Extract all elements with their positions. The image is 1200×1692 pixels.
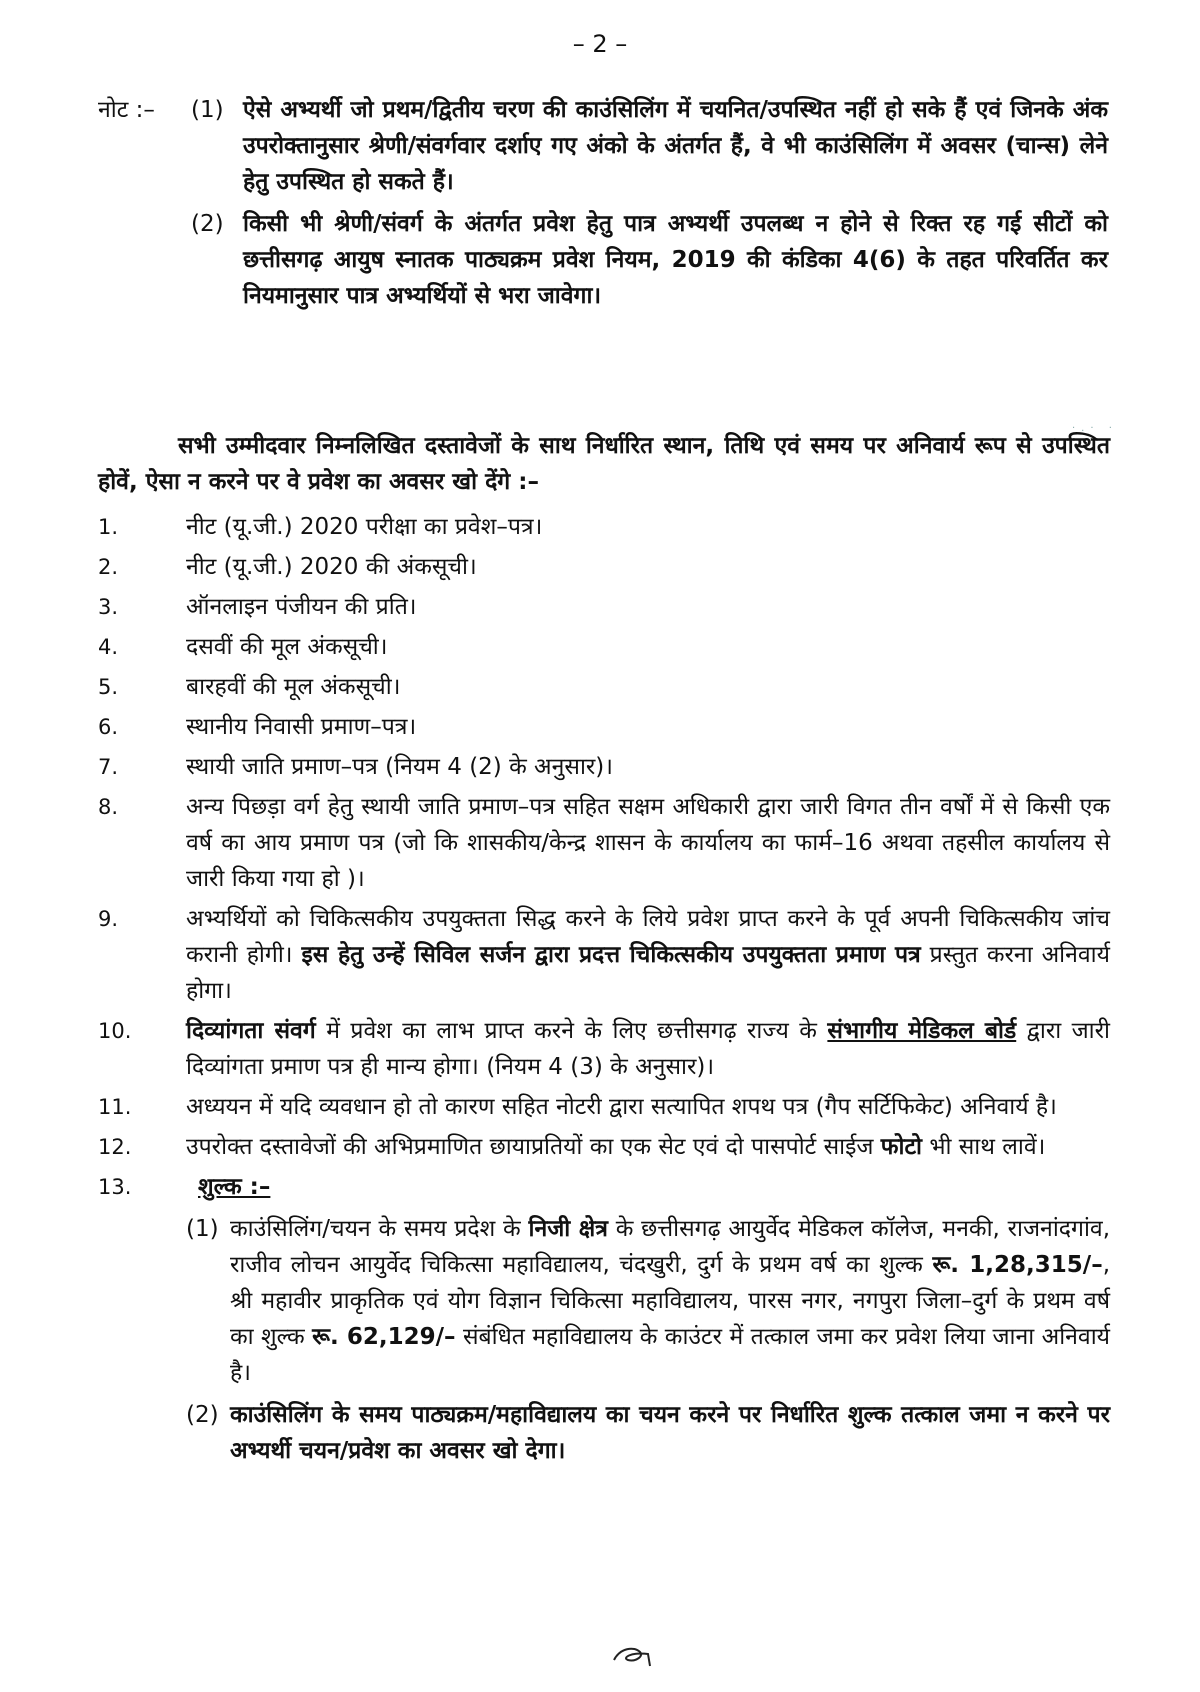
fee-sub-item-text: काउंसिलिंग के समय पाठ्यक्रम/महाविद्यालय का चयन करने पर निर्धारित शुल्क तत्काल जमा न करने पर अभ्यर्थी चयन/प्रवेश का अवसर खो देगा। (230, 1402, 1110, 1464)
list-item (98, 1089, 1110, 1125)
list-item-text: ऑनलाइन पंजीयन की प्रति। (186, 594, 417, 620)
list-item-number: 5. (98, 675, 119, 699)
documents-intro: सभी उम्मीदवार निम्नलिखित दस्तावेजों के साथ निर्धारित स्थान, तिथि एवं समय पर अनिवार्य रूप से उपस्थित होवें, ऐसा न करने पर वे प्रवेश का अवसर खो देंगे :– (98, 433, 1110, 495)
fee-text-3: , श्री महावीर प्राकृतिक एवं योग विज्ञान चिकित्सा महाविद्यालय, पारस नगर, नगपुरा जिला–दुर्ग के प्रथम वर्ष का शुल्क (230, 1252, 1111, 1350)
note-item-number: (2) (191, 211, 224, 237)
list-item-number: 7. (98, 755, 119, 779)
note-item-text: किसी भी श्रेणी/संवर्ग के अंतर्गत प्रवेश हेतु पात्र अभ्यर्थी उपलब्ध न होने से रिक्त रह गई सीटों को छत्तीसगढ़ आयुष स्नातक पाठ्यक्रम प्रवेश नियम, 2019 की कंडिका 4(6) के तहत परिवर्तित कर नियमानुसार पात्र अभ्यर्थियों से भरा जावेगा। (243, 211, 1108, 309)
list-item-text: अन्य पिछड़ा वर्ग हेतु स्थायी जाति प्रमाण–पत्र सहित सक्षम अधिकारी द्वारा जारी विगत तीन वर्षों में से किसी एक वर्ष का आय प्रमाण पत्र (जो कि शासकीय/केन्द्र शासन के कार्यालय का फार्म–16 अथवा तहसील कार्यालय से जारी किया गया हो )। (186, 794, 1110, 892)
list-item-number: 6. (98, 715, 119, 739)
list-item (98, 709, 1110, 745)
list-item-number: 1. (98, 515, 119, 539)
list-item-number: 11. (98, 1095, 132, 1119)
note-item (98, 206, 1108, 314)
list-item-text: बारहवीं की मूल अंकसूची। (186, 674, 401, 700)
fee-amount-2: रू. 62,129/– (312, 1324, 456, 1350)
disability-text-end: द्वारा जारी दिव्यांगता प्रमाण पत्र ही मान्य होगा। (नियम 4 (3) के अनुसार)। (186, 1018, 1110, 1080)
list-item-text: स्थानीय निवासी प्रमाण–पत्र। (186, 714, 417, 740)
list-item (98, 629, 1110, 665)
note-item-text: ऐसे अभ्यर्थी जो प्रथम/द्वितीय चरण की काउंसिलिंग में चयनित/उपस्थित नहीं हो सके हैं एवं जिनके अंक उपरोक्तानुसार श्रेणी/संवर्गवार दर्शाए गए अंको के अंतर्गत हैं, वे भी काउंसिलिंग में अवसर (चान्स) लेने हेतु उपस्थित हो सकते हैं। (243, 97, 1108, 195)
list-item-text (186, 1129, 1110, 1165)
list-item-number: 9. (98, 907, 119, 931)
photo-bold-text: फोटो (880, 1134, 922, 1160)
note-section (98, 92, 1108, 320)
photocopy-text-end: भी साथ लावें। (929, 1134, 1046, 1160)
note-item (98, 92, 1108, 200)
fee-text-4: संबंधित महाविद्यालय के काउंटर में तत्काल जमा कर प्रवेश लिया जाना अनिवार्य है। (230, 1324, 1110, 1386)
list-item-text (186, 1013, 1110, 1085)
fee-sub-item (186, 1211, 1110, 1391)
fee-text-2: के छत्तीसगढ़ आयुर्वेद मेडिकल कॉलेज, मनकी, राजनांदगांव, राजीव लोचन आयुर्वेद चिकित्सा महाविद्यालय, चंदखुरी, दुर्ग के प्रथम वर्ष का शुल्क (230, 1216, 1110, 1278)
photocopy-text: उपरोक्त दस्तावेजों की अभिप्रमाणित छायाप्रतियों का एक सेट एवं दो पासपोर्ट साईज (186, 1134, 874, 1160)
list-item-text: स्थायी जाति प्रमाण–पत्र (नियम 4 (2) के अनुसार)। (186, 754, 613, 780)
list-item (98, 749, 1110, 785)
fee-text-1: काउंसिलिंग/चयन के समय प्रदेश के (230, 1216, 521, 1242)
fee-sub-item-number: (1) (186, 1216, 219, 1242)
list-item-number: 10. (98, 1019, 132, 1043)
fee-sub-item-text (230, 1211, 1110, 1391)
page-number: – 2 – (572, 30, 628, 58)
fee-amount-1: रू. 1,28,315/– (932, 1252, 1103, 1278)
note-item-number: (1) (191, 97, 224, 123)
fee-sub-item (186, 1397, 1110, 1469)
list-item (98, 901, 1110, 1009)
list-item (98, 1013, 1110, 1085)
medical-certificate-bold-text: इस हेतु उन्हें सिविल सर्जन द्वारा प्रदत्त चिकित्सकीय उपयुक्तता प्रमाण पत्र (301, 942, 921, 968)
private-sector-bold-text: निजी क्षेत्र (528, 1216, 608, 1242)
list-item (98, 1129, 1110, 1165)
documents-list (98, 509, 1110, 1473)
list-item-text: नीट (यू.जी.) 2020 की अंकसूची। (186, 554, 477, 580)
scan-speck: ·.· · (1072, 423, 1118, 434)
list-item-number: 2. (98, 555, 119, 579)
list-item (98, 669, 1110, 705)
list-item (98, 509, 1110, 545)
fee-heading: शुल्क :– (198, 1174, 271, 1200)
signature-mark (610, 1640, 654, 1674)
medical-text: अभ्यर्थियों को चिकित्सकीय उपयुक्तता सिद्ध करने के लिये प्रवेश प्राप्त करने के पूर्व अपनी चिकित्सकीय जांच करानी होगी। (186, 906, 1110, 968)
list-item-number: 13. (98, 1175, 132, 1199)
list-item-number: 12. (98, 1135, 132, 1159)
list-item-number: 8. (98, 795, 119, 819)
list-item (98, 589, 1110, 625)
medical-board-underlined-text: संभागीय मेडिकल बोर्ड (827, 1018, 1017, 1044)
note-label: नोट :– (98, 97, 155, 123)
fee-sub-item-number: (2) (186, 1402, 219, 1428)
list-item-text: अध्ययन में यदि व्यवधान हो तो कारण सहित नोटरी द्वारा सत्यापित शपथ पत्र (गैप सर्टिफिकेट) अनिवार्य है। (186, 1094, 1057, 1120)
list-item-text: नीट (यू.जी.) 2020 परीक्षा का प्रवेश–पत्र। (186, 514, 543, 540)
medical-text-end: प्रस्तुत करना अनिवार्य होगा। (186, 942, 1110, 1004)
disability-text: में प्रवेश का लाभ प्राप्त करने के लिए छत्तीसगढ़ राज्य के (326, 1018, 817, 1044)
list-item-number: 3. (98, 595, 119, 619)
list-item-text: दसवीं की मूल अंकसूची। (186, 634, 388, 660)
list-item (98, 549, 1110, 585)
list-item-fees (98, 1169, 1110, 1469)
list-item-text (186, 901, 1110, 1009)
list-item (98, 789, 1110, 897)
list-item-number: 4. (98, 635, 119, 659)
disability-category-bold-text: दिव्यांगता संवर्ग (186, 1018, 316, 1044)
